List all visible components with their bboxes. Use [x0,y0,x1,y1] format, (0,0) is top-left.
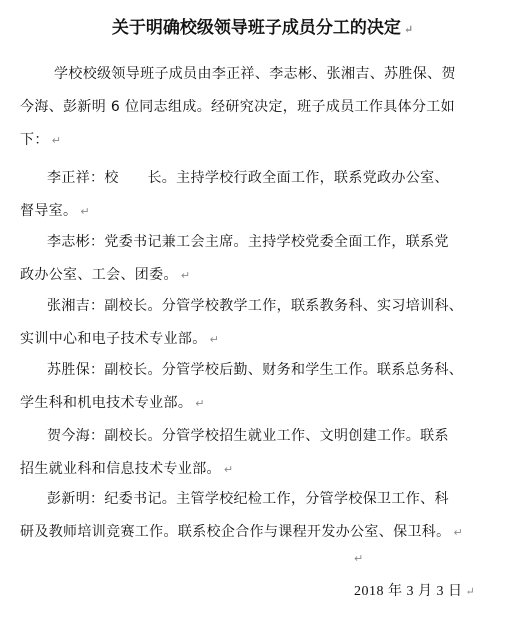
member-paragraph-he-jinhai [20,420,506,486]
paragraph-mark-icon [80,205,90,218]
member-line-text: 学生科和机电技术专业部。 [20,395,193,411]
member-line [20,290,506,323]
document-title [0,16,525,42]
member-line [20,420,506,453]
document-title-text: 关于明确校级领导班子成员分工的决定 [111,18,401,38]
intro-line [20,91,506,124]
intro-line [20,124,506,157]
member-line-text: 张湘吉：副校长。分管学校教学工作，联系教务科、实习培训科、 [47,298,464,314]
paragraph-mark-icon [224,463,234,476]
document-date-text: 2018 年 3 月 3 日 [354,584,463,599]
member-paragraph-zhang-xiangji [20,290,506,356]
paragraph-mark-icon [52,134,62,147]
member-paragraph-li-zhengxiang [20,162,506,228]
member-paragraph-peng-xinming [20,483,506,549]
member-line [20,259,506,292]
member-line [20,195,506,228]
member-line-text: 督导室。 [20,203,78,219]
member-line [20,483,506,516]
member-line-text: 实训中心和电子技术专业部。 [20,331,207,347]
member-line-text: 李志彬：党委书记兼工会主席。主持学校党委全面工作，联系党 [47,234,449,250]
intro-line-text: 今海、彭新明 6 位同志组成。经研究决定，班子成员工作具体分工如 [20,99,456,115]
paragraph-mark-icon [354,552,363,565]
member-line [20,387,506,420]
member-line [20,354,506,387]
member-line-text: 招生就业科和信息技术专业部。 [20,461,221,477]
member-line [20,323,506,356]
paragraph-mark-icon [404,23,413,36]
intro-line-text: 下： [20,132,49,148]
member-line-text: 苏胜保：副校长。分管学校后勤、财务和学生工作。联系总务科、 [47,362,464,378]
paragraph-mark-icon [454,526,464,539]
intro-paragraph [20,58,506,157]
member-line-text: 研及教师培训竞赛工作。联系校企合作与课程开发办公室、保卫科。 [20,524,451,540]
member-line-text: 贺今海：副校长。分管学校招生就业工作、文明创建工作。联系 [47,428,449,444]
paragraph-mark-icon [181,269,191,282]
member-line-text: 彭新明：纪委书记。主管学校纪检工作，分管学校保卫工作、科 [47,491,449,507]
paragraph-mark-icon [195,397,205,410]
member-line [20,226,506,259]
document-date [354,580,475,604]
paragraph-mark-icon [210,333,220,346]
member-line-text: 李正祥：校 长。主持学校行政全面工作，联系党政办公室、 [47,170,449,186]
member-line [20,453,506,486]
member-line [20,516,506,549]
intro-line-text: 学校校级领导班子成员由李正祥、李志彬、张湘吉、苏胜保、贺 [54,66,456,82]
paragraph-mark-icon [466,586,476,598]
member-paragraph-li-zhibin [20,226,506,292]
member-line [20,162,506,195]
member-line-text: 政办公室、工会、团委。 [20,267,178,283]
member-paragraph-su-shengbao [20,354,506,420]
intro-line [20,58,506,91]
